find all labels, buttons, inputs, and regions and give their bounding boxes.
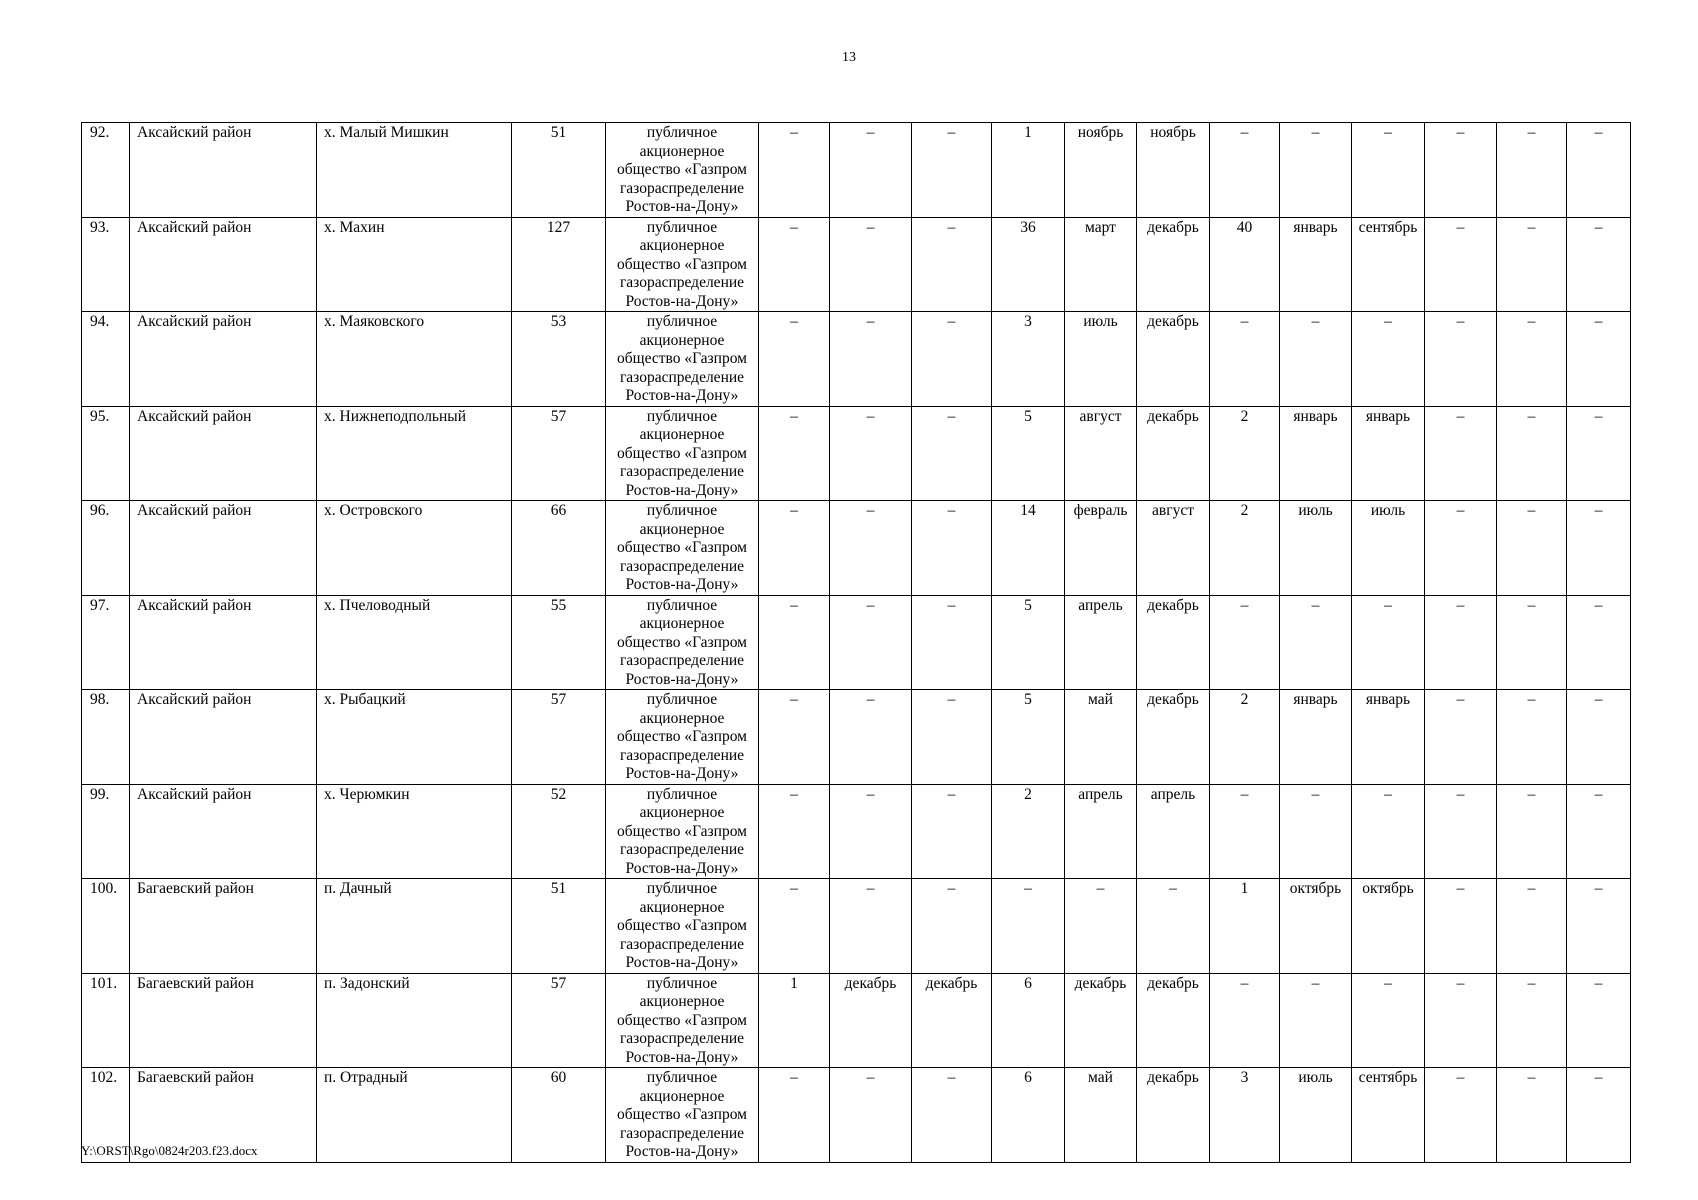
cell-count-1: – <box>759 879 830 974</box>
cell-start-month-1: – <box>830 690 912 785</box>
cell-district: Аксайский район <box>130 595 317 690</box>
cell-value: 51 <box>512 123 606 218</box>
table-row <box>82 123 1631 218</box>
cell-organization: публичное акционерное общество «Газпром газораспределение Ростов-на-Дону» <box>606 312 759 407</box>
cell-count-1: – <box>759 501 830 596</box>
cell-start-month-2: февраль <box>1065 501 1137 596</box>
cell-settlement: х. Нижнеподпольный <box>317 406 512 501</box>
cell-value: 57 <box>512 973 606 1068</box>
table-row <box>82 784 1631 879</box>
table-row <box>82 690 1631 785</box>
cell-value-4: – <box>1425 595 1497 690</box>
cell-district: Багаевский район <box>130 973 317 1068</box>
cell-value-5: – <box>1497 784 1567 879</box>
cell-value-4: – <box>1425 406 1497 501</box>
cell-district: Аксайский район <box>130 690 317 785</box>
cell-value-4: – <box>1425 690 1497 785</box>
cell-value-5: – <box>1497 1068 1567 1163</box>
cell-start-month-3: июль <box>1280 1068 1352 1163</box>
cell-settlement: п. Дачный <box>317 879 512 974</box>
footer-file-path: Y:\ORST\Rgo\0824r203.f23.docx <box>81 1143 258 1158</box>
cell-value: 57 <box>512 690 606 785</box>
cell-value-5: – <box>1497 690 1567 785</box>
cell-count-1: – <box>759 784 830 879</box>
cell-value-4: – <box>1425 123 1497 218</box>
cell-district: Багаевский район <box>130 879 317 974</box>
cell-start-month-3: – <box>1280 595 1352 690</box>
cell-value-6: – <box>1567 406 1631 501</box>
cell-start-month-1: – <box>830 595 912 690</box>
cell-value-5: – <box>1497 501 1567 596</box>
cell-count-1: – <box>759 690 830 785</box>
cell-settlement: х. Махин <box>317 217 512 312</box>
gasification-schedule-table <box>81 122 1631 1163</box>
cell-start-month-2: август <box>1065 406 1137 501</box>
cell-count-2: 5 <box>992 406 1065 501</box>
cell-value-4: – <box>1425 879 1497 974</box>
cell-start-month-1: – <box>830 784 912 879</box>
cell-count-1: – <box>759 123 830 218</box>
cell-value: 57 <box>512 406 606 501</box>
cell-end-month-2: апрель <box>1137 784 1210 879</box>
cell-value-6: – <box>1567 973 1631 1068</box>
cell-value-4: – <box>1425 784 1497 879</box>
cell-end-month-1: – <box>912 501 992 596</box>
cell-settlement: х. Малый Мишкин <box>317 123 512 218</box>
cell-end-month-3: сентябрь <box>1352 1068 1425 1163</box>
cell-end-month-3: сентябрь <box>1352 217 1425 312</box>
cell-count-2: 5 <box>992 690 1065 785</box>
cell-value-4: – <box>1425 217 1497 312</box>
cell-count-3: – <box>1210 595 1280 690</box>
cell-row-number: 99. <box>82 784 130 879</box>
cell-end-month-3: – <box>1352 784 1425 879</box>
cell-end-month-2: декабрь <box>1137 595 1210 690</box>
cell-end-month-3: октябрь <box>1352 879 1425 974</box>
cell-start-month-2: апрель <box>1065 784 1137 879</box>
cell-value-6: – <box>1567 690 1631 785</box>
cell-value-5: – <box>1497 123 1567 218</box>
cell-row-number: 97. <box>82 595 130 690</box>
cell-start-month-1: – <box>830 123 912 218</box>
cell-count-1: – <box>759 1068 830 1163</box>
cell-end-month-3: июль <box>1352 501 1425 596</box>
cell-start-month-2: май <box>1065 1068 1137 1163</box>
cell-organization: публичное акционерное общество «Газпром газораспределение Ростов-на-Дону» <box>606 784 759 879</box>
cell-count-1: – <box>759 595 830 690</box>
cell-settlement: х. Рыбацкий <box>317 690 512 785</box>
cell-end-month-3: – <box>1352 312 1425 407</box>
cell-settlement: х. Островского <box>317 501 512 596</box>
cell-count-3: – <box>1210 312 1280 407</box>
cell-end-month-1: – <box>912 1068 992 1163</box>
cell-value-6: – <box>1567 217 1631 312</box>
cell-start-month-2: апрель <box>1065 595 1137 690</box>
cell-organization: публичное акционерное общество «Газпром газораспределение Ростов-на-Дону» <box>606 595 759 690</box>
cell-settlement: х. Маяковского <box>317 312 512 407</box>
table-row <box>82 1068 1631 1163</box>
cell-row-number: 101. <box>82 973 130 1068</box>
cell-organization: публичное акционерное общество «Газпром газораспределение Ростов-на-Дону» <box>606 406 759 501</box>
cell-value-4: – <box>1425 1068 1497 1163</box>
cell-count-2: 2 <box>992 784 1065 879</box>
cell-start-month-2: март <box>1065 217 1137 312</box>
cell-organization: публичное акционерное общество «Газпром газораспределение Ростов-на-Дону» <box>606 1068 759 1163</box>
cell-count-2: 6 <box>992 973 1065 1068</box>
cell-start-month-2: июль <box>1065 312 1137 407</box>
cell-end-month-1: – <box>912 879 992 974</box>
cell-end-month-2: ноябрь <box>1137 123 1210 218</box>
cell-end-month-1: – <box>912 690 992 785</box>
cell-start-month-1: – <box>830 879 912 974</box>
cell-value-6: – <box>1567 784 1631 879</box>
cell-settlement: х. Пчеловодный <box>317 595 512 690</box>
cell-start-month-2: декабрь <box>1065 973 1137 1068</box>
cell-start-month-3: октябрь <box>1280 879 1352 974</box>
cell-end-month-3: – <box>1352 973 1425 1068</box>
cell-organization: публичное акционерное общество «Газпром газораспределение Ростов-на-Дону» <box>606 501 759 596</box>
table-row <box>82 217 1631 312</box>
cell-district: Багаевский район <box>130 1068 317 1163</box>
cell-value: 60 <box>512 1068 606 1163</box>
cell-value: 66 <box>512 501 606 596</box>
cell-value-4: – <box>1425 973 1497 1068</box>
cell-end-month-2: декабрь <box>1137 312 1210 407</box>
cell-value-6: – <box>1567 1068 1631 1163</box>
cell-count-2: – <box>992 879 1065 974</box>
cell-end-month-2: декабрь <box>1137 217 1210 312</box>
cell-count-3: 2 <box>1210 406 1280 501</box>
table-row <box>82 595 1631 690</box>
cell-start-month-3: – <box>1280 312 1352 407</box>
cell-start-month-2: – <box>1065 879 1137 974</box>
cell-end-month-3: – <box>1352 123 1425 218</box>
cell-district: Аксайский район <box>130 501 317 596</box>
page-number: 13 <box>842 50 856 65</box>
cell-organization: публичное акционерное общество «Газпром газораспределение Ростов-на-Дону» <box>606 217 759 312</box>
cell-row-number: 92. <box>82 123 130 218</box>
cell-row-number: 96. <box>82 501 130 596</box>
cell-value-6: – <box>1567 312 1631 407</box>
cell-district: Аксайский район <box>130 406 317 501</box>
cell-district: Аксайский район <box>130 784 317 879</box>
cell-end-month-2: август <box>1137 501 1210 596</box>
cell-end-month-3: январь <box>1352 406 1425 501</box>
cell-end-month-3: январь <box>1352 690 1425 785</box>
cell-district: Аксайский район <box>130 123 317 218</box>
cell-row-number: 93. <box>82 217 130 312</box>
cell-start-month-1: – <box>830 406 912 501</box>
cell-count-1: 1 <box>759 973 830 1068</box>
cell-settlement: п. Отрадный <box>317 1068 512 1163</box>
cell-value-5: – <box>1497 879 1567 974</box>
cell-count-3: 40 <box>1210 217 1280 312</box>
cell-value-6: – <box>1567 595 1631 690</box>
cell-start-month-1: – <box>830 1068 912 1163</box>
cell-start-month-3: июль <box>1280 501 1352 596</box>
cell-start-month-1: – <box>830 501 912 596</box>
cell-value: 53 <box>512 312 606 407</box>
cell-count-2: 1 <box>992 123 1065 218</box>
cell-count-2: 5 <box>992 595 1065 690</box>
cell-count-1: – <box>759 217 830 312</box>
cell-row-number: 102. <box>82 1068 130 1163</box>
cell-start-month-2: май <box>1065 690 1137 785</box>
cell-value: 51 <box>512 879 606 974</box>
cell-organization: публичное акционерное общество «Газпром газораспределение Ростов-на-Дону» <box>606 973 759 1068</box>
cell-end-month-1: – <box>912 123 992 218</box>
cell-start-month-1: – <box>830 217 912 312</box>
cell-row-number: 100. <box>82 879 130 974</box>
cell-end-month-1: декабрь <box>912 973 992 1068</box>
cell-end-month-1: – <box>912 595 992 690</box>
cell-count-3: 2 <box>1210 501 1280 596</box>
cell-start-month-3: январь <box>1280 217 1352 312</box>
cell-value: 127 <box>512 217 606 312</box>
cell-end-month-2: декабрь <box>1137 1068 1210 1163</box>
cell-end-month-1: – <box>912 784 992 879</box>
cell-row-number: 98. <box>82 690 130 785</box>
cell-value-6: – <box>1567 123 1631 218</box>
cell-start-month-1: декабрь <box>830 973 912 1068</box>
cell-value-6: – <box>1567 501 1631 596</box>
cell-value-5: – <box>1497 312 1567 407</box>
cell-end-month-3: – <box>1352 595 1425 690</box>
cell-district: Аксайский район <box>130 312 317 407</box>
cell-value-5: – <box>1497 406 1567 501</box>
cell-count-2: 36 <box>992 217 1065 312</box>
cell-end-month-2: – <box>1137 879 1210 974</box>
table-row <box>82 973 1631 1068</box>
cell-end-month-1: – <box>912 217 992 312</box>
cell-organization: публичное акционерное общество «Газпром газораспределение Ростов-на-Дону» <box>606 690 759 785</box>
cell-start-month-1: – <box>830 312 912 407</box>
cell-count-3: – <box>1210 123 1280 218</box>
table-row <box>82 501 1631 596</box>
cell-value-5: – <box>1497 595 1567 690</box>
cell-district: Аксайский район <box>130 217 317 312</box>
cell-start-month-3: январь <box>1280 406 1352 501</box>
cell-count-1: – <box>759 406 830 501</box>
cell-count-1: – <box>759 312 830 407</box>
cell-end-month-2: декабрь <box>1137 690 1210 785</box>
cell-value: 55 <box>512 595 606 690</box>
cell-start-month-3: – <box>1280 973 1352 1068</box>
cell-start-month-2: ноябрь <box>1065 123 1137 218</box>
cell-value-4: – <box>1425 312 1497 407</box>
cell-start-month-3: – <box>1280 123 1352 218</box>
cell-end-month-2: декабрь <box>1137 973 1210 1068</box>
cell-organization: публичное акционерное общество «Газпром газораспределение Ростов-на-Дону» <box>606 879 759 974</box>
cell-start-month-3: – <box>1280 784 1352 879</box>
cell-count-2: 14 <box>992 501 1065 596</box>
cell-value-5: – <box>1497 217 1567 312</box>
cell-organization: публичное акционерное общество «Газпром газораспределение Ростов-на-Дону» <box>606 123 759 218</box>
cell-end-month-1: – <box>912 312 992 407</box>
cell-value-5: – <box>1497 973 1567 1068</box>
cell-count-2: 6 <box>992 1068 1065 1163</box>
cell-count-3: – <box>1210 973 1280 1068</box>
cell-count-2: 3 <box>992 312 1065 407</box>
cell-row-number: 94. <box>82 312 130 407</box>
cell-row-number: 95. <box>82 406 130 501</box>
cell-count-3: 1 <box>1210 879 1280 974</box>
cell-value-6: – <box>1567 879 1631 974</box>
table-row <box>82 879 1631 974</box>
cell-end-month-1: – <box>912 406 992 501</box>
cell-end-month-2: декабрь <box>1137 406 1210 501</box>
table-row <box>82 312 1631 407</box>
table-row <box>82 406 1631 501</box>
cell-value-4: – <box>1425 501 1497 596</box>
table-body <box>82 123 1631 1163</box>
cell-count-3: – <box>1210 784 1280 879</box>
cell-start-month-3: январь <box>1280 690 1352 785</box>
cell-value: 52 <box>512 784 606 879</box>
cell-settlement: п. Задонский <box>317 973 512 1068</box>
cell-count-3: 3 <box>1210 1068 1280 1163</box>
cell-settlement: х. Черюмкин <box>317 784 512 879</box>
cell-count-3: 2 <box>1210 690 1280 785</box>
